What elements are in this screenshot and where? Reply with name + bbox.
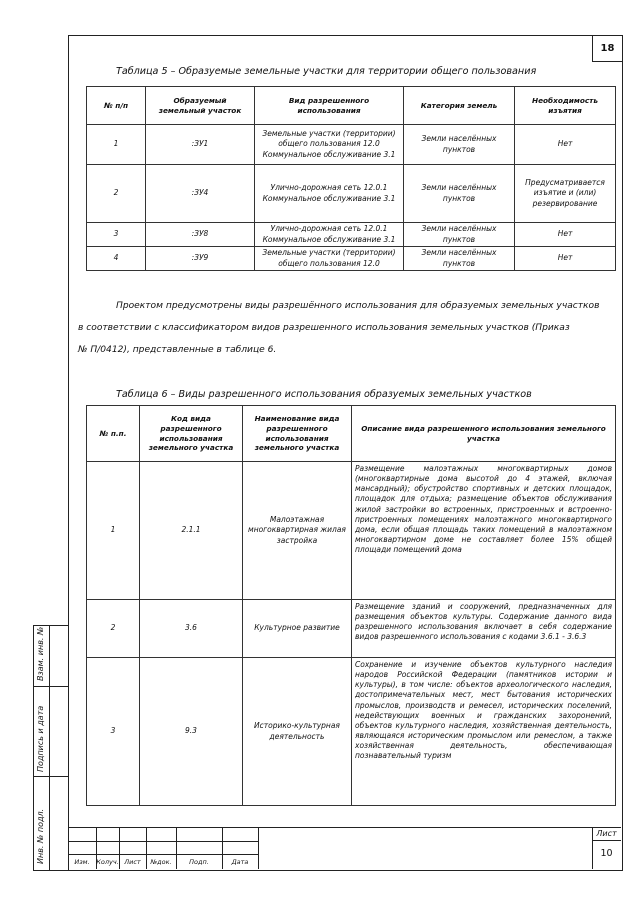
table-row — [87, 125, 616, 165]
t5-cell: :ЗУ8 — [146, 223, 255, 247]
t5-cell: :ЗУ9 — [146, 247, 255, 271]
left-stamp-label: Инв. № подл. — [36, 808, 45, 864]
table-row — [87, 658, 616, 806]
t5-cell: Земельные участки (территории) общего пользования 12.0 — [255, 247, 404, 271]
table-row — [87, 165, 616, 223]
table-row — [87, 223, 616, 247]
t5-cell: :ЗУ4 — [146, 165, 255, 223]
t6-cell: 3.6 — [140, 600, 243, 658]
t6-header: № п.п. — [87, 406, 140, 462]
table5-caption: Таблица 5 – Образуемые земельные участки для территории общего пользования — [116, 66, 537, 77]
stamp-header: Колуч. — [96, 858, 119, 866]
stamp-header: Изм. — [74, 858, 90, 866]
t5-cell: Земли населённых пунктов — [404, 165, 515, 223]
stamp-header: Дата — [231, 858, 249, 866]
t5-cell: Земли населённых пунктов — [404, 223, 515, 247]
stamp-header: Подп. — [189, 858, 209, 866]
t5-cell: Нет — [515, 125, 616, 165]
t6-cell: 1 — [87, 462, 140, 600]
t5-header: Категория земель — [404, 87, 515, 125]
t5-cell: Улично-дорожная сеть 12.0.1 Коммунальное обслуживание 3.1 — [255, 165, 404, 223]
t5-cell: 2 — [87, 165, 146, 223]
stamp-sheet-number: 10 — [600, 848, 613, 859]
t5-header: Вид разрешенного использования — [255, 87, 404, 125]
t5-cell: Земли населённых пунктов — [404, 125, 515, 165]
t5-cell: 1 — [87, 125, 146, 165]
paragraph-line: № П/0412), представленные в таблице 6. — [78, 345, 277, 355]
left-stamp — [33, 625, 68, 871]
t5-cell: :ЗУ1 — [146, 125, 255, 165]
t5-cell: Предусматривается изъятие и (или) резервирование — [515, 165, 616, 223]
table6 — [86, 405, 616, 806]
t6-cell: 9.3 — [140, 658, 243, 806]
t6-header: Наименование вида разрешенного использования земельного участка — [243, 406, 352, 462]
t6-header: Код вида разрешенного использования земельного участка — [140, 406, 243, 462]
paragraph-line: в соответствии с классификатором видов разрешенного использования земельных участков (Приказ — [78, 323, 570, 333]
t6-cell: 3 — [87, 658, 140, 806]
t6-cell: Размещение малоэтажных многоквартирных домов (многоквартирные дома высотой до 4 этажей, включая мансардный); обустройство спортивных и детских площадок, площадок для отдыха; размещение объектов обслуживания жилой застройки во встроенных, пристроенных и встроенно-пристроенных помещениях малоэтажного многоквартирного дома, если общая площадь таких помещений в малоэтажном многоквартирном доме не составляет более 15% общей площади помещений дома — [352, 462, 616, 600]
t6-cell: Размещение зданий и сооружений, предназначенных для размещения объектов культуры. Содержание данного вида разрешенного использования включает в себя содержание видов разрешенного использования с кодами 3.6.1 - 3.6.3 — [352, 600, 616, 658]
t6-cell: Культурное развитие — [243, 600, 352, 658]
left-stamp-label: Взам. инв. № — [36, 626, 45, 681]
table-row — [87, 462, 616, 600]
t6-cell: Историко-культурная деятельность — [243, 658, 352, 806]
t5-header: Необходимость изъятия — [515, 87, 616, 125]
paragraph-line: Проектом предусмотрены виды разрешённого использования для образуемых земельных участков — [116, 301, 600, 311]
table-row — [87, 247, 616, 271]
t6-header: Описание вида разрешенного использования земельного участка — [352, 406, 616, 462]
body-paragraph — [78, 295, 618, 361]
table6-caption: Таблица 6 – Виды разрешенного использования образуемых земельных участков — [116, 389, 532, 400]
t5-cell: Улично-дорожная сеть 12.0.1 Коммунальное обслуживание 3.1 — [255, 223, 404, 247]
stamp-sheet-label: Лист — [596, 829, 617, 838]
t6-cell: Сохранение и изучение объектов культурного наследия народов Российской Федерации (памятников истории и культуры), в том числе: объектов археологического наследия, достопримечательных мест, мест бытования исторических промыслов, производств и ремесел, исторических поселений, недействующих военных и гражданских захоронений, объектов культурного наследия, хозяйственная деятельность, являющаяся историческим промыслом или ремеслом, а также хозяйственная деятельность, обеспечивающая познавательный туризм — [352, 658, 616, 806]
table5 — [86, 86, 616, 271]
t6-cell: 2.1.1 — [140, 462, 243, 600]
t6-cell: 2 — [87, 600, 140, 658]
t5-cell: 3 — [87, 223, 146, 247]
title-block — [68, 827, 621, 869]
t5-header: Образуемый земельный участок — [146, 87, 255, 125]
t5-header: № п/п — [87, 87, 146, 125]
t5-cell: Земли населённых пунктов — [404, 247, 515, 271]
t6-cell: Малоэтажная многоквартирная жилая застройка — [243, 462, 352, 600]
t5-cell: Земельные участки (территории) общего пользования 12.0 Коммунальное обслуживание 3.1 — [255, 125, 404, 165]
left-stamp-label: Подпись и дата — [36, 705, 45, 772]
sheet-number-top: 18 — [592, 35, 622, 62]
stamp-header: №док. — [150, 858, 172, 866]
t5-cell: 4 — [87, 247, 146, 271]
table-row — [87, 600, 616, 658]
t5-cell: Нет — [515, 223, 616, 247]
stamp-header: Лист — [124, 858, 141, 866]
t5-cell: Нет — [515, 247, 616, 271]
